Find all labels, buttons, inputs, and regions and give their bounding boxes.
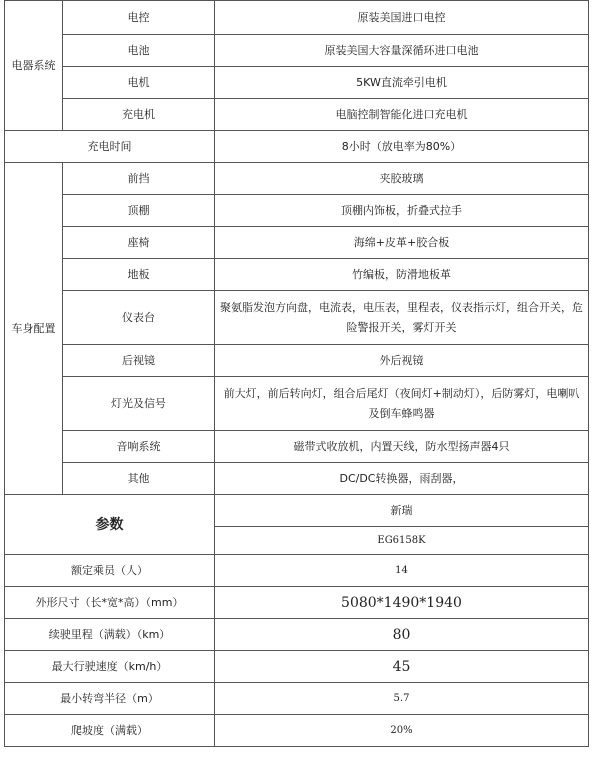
row-label: 座椅	[63, 227, 215, 259]
row-label: 音响系统	[63, 431, 215, 463]
table-row	[5, 495, 589, 527]
row-value: 5KW直流牵引电机	[215, 67, 589, 99]
row-value: 前大灯，前后转向灯，组合后尾灯（夜间灯+制动灯），后防雾灯，电喇叭及倒车蜂鸣器	[215, 377, 589, 431]
table-row	[5, 99, 589, 131]
param-value: 14	[215, 555, 589, 587]
table-row	[5, 377, 589, 431]
table-row	[5, 291, 589, 345]
row-value: 聚氨脂发泡方向盘，电流表，电压表，里程表，仪表指示灯，组合开关，危险警报开关，雾灯开关	[215, 291, 589, 345]
brand-value: 新瑞	[215, 495, 589, 527]
table-row	[5, 651, 589, 683]
param-value: 5.7	[215, 683, 589, 715]
table-row	[5, 195, 589, 227]
param-value: 5080*1490*1940	[215, 587, 589, 619]
table-row	[5, 67, 589, 99]
params-title: 参数	[5, 495, 215, 555]
row-label: 充电机	[63, 99, 215, 131]
table-row	[5, 555, 589, 587]
row-label: 仪表台	[63, 291, 215, 345]
param-label: 外形尺寸（长*宽*高）（mm）	[5, 587, 215, 619]
table-row	[5, 587, 589, 619]
table-row	[5, 1, 589, 35]
electrical-group-label: 电器系统	[5, 1, 63, 131]
table-row	[5, 431, 589, 463]
charge-time-value: 8小时（放电率为80%）	[215, 131, 589, 163]
table-row	[5, 35, 589, 67]
row-label: 电控	[63, 1, 215, 35]
table-row	[5, 683, 589, 715]
param-label: 额定乘员（人）	[5, 555, 215, 587]
param-value: 45	[215, 651, 589, 683]
row-label: 顶棚	[63, 195, 215, 227]
row-label: 地板	[63, 259, 215, 291]
param-label: 爬坡度（满载）	[5, 715, 215, 747]
table-row	[5, 163, 589, 195]
param-label: 最小转弯半径（m）	[5, 683, 215, 715]
charge-time-label: 充电时间	[5, 131, 215, 163]
row-value: 夹胶玻璃	[215, 163, 589, 195]
row-value: DC/DC转换器，雨刮器，	[215, 463, 589, 495]
table-row	[5, 227, 589, 259]
table-row	[5, 259, 589, 291]
model-value: EG6158K	[215, 527, 589, 555]
row-value: 外后视镜	[215, 345, 589, 377]
spec-table	[4, 0, 589, 747]
row-value: 磁带式收放机，内置天线，防水型扬声器4只	[215, 431, 589, 463]
param-label: 续驶里程（满载）（km）	[5, 619, 215, 651]
row-value: 顶棚内饰板，折叠式拉手	[215, 195, 589, 227]
param-value: 80	[215, 619, 589, 651]
row-label: 灯光及信号	[63, 377, 215, 431]
row-value: 原装美国大容量深循环进口电池	[215, 35, 589, 67]
table-row	[5, 619, 589, 651]
row-label: 其他	[63, 463, 215, 495]
row-value: 电脑控制智能化进口充电机	[215, 99, 589, 131]
param-label: 最大行驶速度（km/h）	[5, 651, 215, 683]
param-value: 20%	[215, 715, 589, 747]
row-label: 后视镜	[63, 345, 215, 377]
table-row	[5, 463, 589, 495]
table-row	[5, 715, 589, 747]
row-label: 电池	[63, 35, 215, 67]
row-value: 原装美国进口电控	[215, 1, 589, 35]
table-row	[5, 131, 589, 163]
row-label: 前挡	[63, 163, 215, 195]
row-value: 海绵+皮革+胶合板	[215, 227, 589, 259]
body-config-group-label: 车身配置	[5, 163, 63, 495]
row-value: 竹编板，防滑地板革	[215, 259, 589, 291]
table-row	[5, 345, 589, 377]
row-label: 电机	[63, 67, 215, 99]
